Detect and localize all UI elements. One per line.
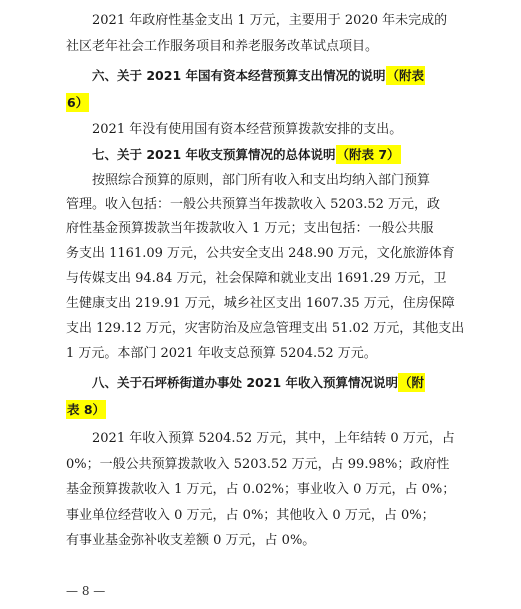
section-heading-7 [92,146,401,164]
section-heading-8-continued [66,401,106,419]
paragraph-line: 府性基金预算拨款当年拨款收入 1 万元；支出包括：一般公共服 [66,221,434,236]
section-heading-8 [92,374,425,392]
paragraph-line: 支出 129.12 万元，灾害防治及应急管理支出 51.02 万元，其他支出 [66,321,465,336]
heading-text: 八、关于石坪桥街道办事处 2021 年收入预算情况说明 [92,375,398,390]
paragraph-line: 基金预算拨款收入 1 万元，占 0.02%；事业收入 0 万元，占 0%； [66,482,456,497]
heading-text: 七、关于 2021 年收支预算情况的总体说明 [92,147,336,162]
attachment-reference-highlight: 表 8） [67,402,106,417]
paragraph-line: 2021 年收入预算 5204.52 万元，其中，上年结转 0 万元，占 [92,431,455,446]
paragraph-line: 按照综合预算的原则，部门所有收入和支出均纳入部门预算 [92,173,431,188]
attachment-reference-highlight: 6） [67,95,89,110]
paragraph-line: 与传媒支出 94.84 万元，社会保障和就业支出 1691.29 万元，卫 [66,271,447,286]
attachment-reference-highlight: （附表 7） [336,147,400,162]
page-number: — 8 — [66,584,106,598]
heading-text: 六、关于 2021 年国有资本经营预算支出情况的说明 [92,68,386,83]
section-heading-6 [92,67,425,85]
attachment-reference-highlight: （附表 [386,68,425,83]
paragraph-line: 事业单位经营收入 0 万元，占 0%；其他收入 0 万元，占 0%； [66,508,435,523]
paragraph-line: 1 万元。本部门 2021 年收支总预算 5204.52 万元。 [66,346,377,361]
paragraph-line: 社区老年社会工作服务项目和养老服务改革试点项目。 [66,39,379,54]
paragraph-line: 务支出 1161.09 万元，公共安全支出 248.90 万元，文化旅游体育 [66,246,455,261]
paragraph-line: 0%；一般公共预算拨款收入 5203.52 万元，占 99.98%；政府性 [66,457,450,472]
paragraph-line: 2021 年没有使用国有资本经营预算拨款安排的支出。 [92,122,403,137]
section-heading-6-continued [66,94,89,112]
paragraph-line: 有事业基金弥补收支差额 0 万元，占 0%。 [66,533,316,548]
paragraph-line: 管理。收入包括：一般公共预算当年拨款收入 5203.52 万元，政 [66,197,441,212]
attachment-reference-highlight: （附 [399,375,425,390]
paragraph-line: 生健康支出 219.91 万元，城乡社区支出 1607.35 万元，住房保障 [66,296,455,311]
paragraph-line: 2021 年政府性基金支出 1 万元，主要用于 2020 年未完成的 [92,13,448,28]
